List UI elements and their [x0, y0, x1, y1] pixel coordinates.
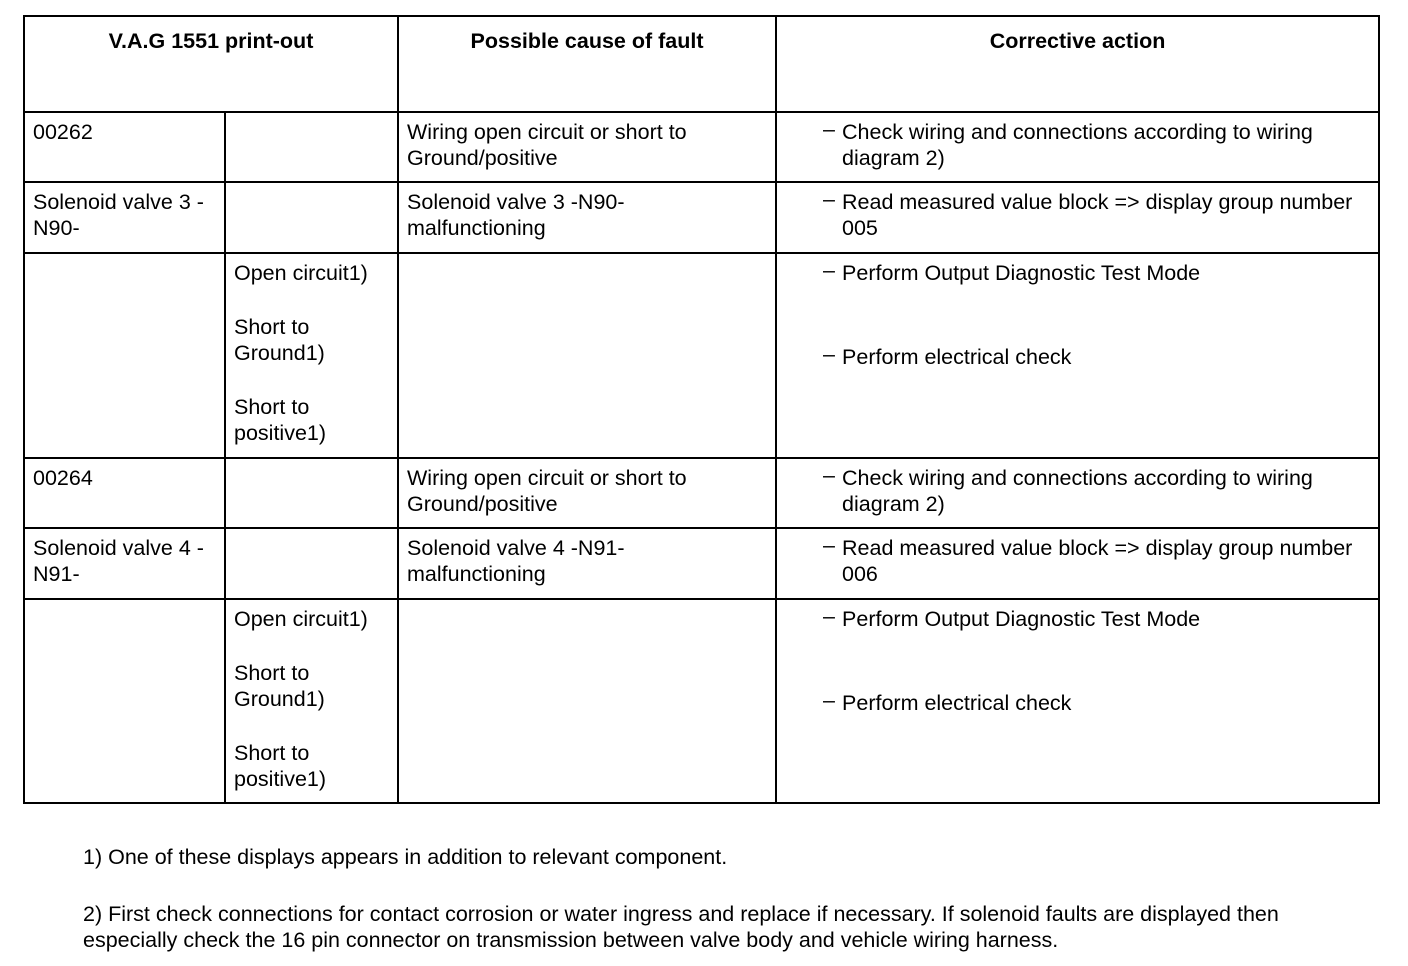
fault-type-open-circuit: Open circuit1) — [234, 607, 368, 631]
table-row — [24, 253, 1379, 458]
cause-cell: Wiring open circuit or short to Ground/positive — [398, 458, 776, 528]
table-row — [24, 528, 1379, 599]
fault-code-cell: Solenoid valve 4 -N91- — [24, 528, 225, 599]
action-item: – Perform electrical check — [842, 344, 1370, 370]
action-cell — [776, 182, 1379, 253]
fault-type-short-positive: Short to positive1) — [234, 741, 327, 791]
fault-sub-cell — [225, 253, 398, 458]
fault-type-short-ground: Short to Ground1) — [234, 315, 325, 365]
action-item: – Perform Output Diagnostic Test Mode — [842, 606, 1370, 632]
action-item: – Read measured value block => display group number 006 — [842, 535, 1370, 587]
action-list — [785, 119, 1370, 171]
fault-code-cell: 00264 — [24, 458, 225, 528]
cause-cell: Solenoid valve 4 -N91- malfunctioning — [398, 528, 776, 599]
fault-sub-cell — [225, 528, 398, 599]
action-item: – Read measured value block => display group number 005 — [842, 189, 1370, 241]
fault-code-cell: 00262 — [24, 112, 225, 182]
cause-cell: Wiring open circuit or short to Ground/positive — [398, 112, 776, 182]
action-cell — [776, 253, 1379, 458]
footnote-2: 2) First check connections for contact corrosion or water ingress and replace if necessary. If solenoid faults are displayed then especially check the 16 pin connector on transmission between valve body and vehicle wiring harness. — [83, 902, 1279, 952]
action-cell — [776, 458, 1379, 528]
footnote-1: 1) One of these displays appears in addition to relevant component. — [83, 845, 728, 869]
table-row — [24, 599, 1379, 803]
action-item: – Perform Output Diagnostic Test Mode — [842, 260, 1370, 286]
header-cause: Possible cause of fault — [398, 16, 776, 112]
header-printout: V.A.G 1551 print-out — [24, 16, 398, 112]
action-cell — [776, 528, 1379, 599]
fault-sub-cell — [225, 112, 398, 182]
table-row — [24, 182, 1379, 253]
action-list — [785, 465, 1370, 517]
fault-code-cell — [24, 599, 225, 803]
fault-sub-cell — [225, 458, 398, 528]
action-item: – Perform electrical check — [842, 690, 1370, 716]
action-cell — [776, 112, 1379, 182]
action-list — [785, 535, 1370, 587]
fault-code-cell — [24, 253, 225, 458]
fault-table — [23, 15, 1380, 804]
action-item: – Check wiring and connections according to wiring diagram 2) — [842, 119, 1370, 171]
fault-code-cell: Solenoid valve 3 -N90- — [24, 182, 225, 253]
cause-cell — [398, 253, 776, 458]
action-item: – Check wiring and connections according to wiring diagram 2) — [842, 465, 1370, 517]
fault-type-open-circuit: Open circuit1) — [234, 261, 368, 285]
header-action: Corrective action — [776, 16, 1379, 112]
action-list — [785, 189, 1370, 241]
fault-type-short-ground: Short to Ground1) — [234, 661, 325, 711]
table-row — [24, 458, 1379, 528]
cause-cell: Solenoid valve 3 -N90- malfunctioning — [398, 182, 776, 253]
action-list — [785, 606, 1370, 716]
cause-cell — [398, 599, 776, 803]
fault-sub-cell — [225, 182, 398, 253]
action-cell — [776, 599, 1379, 803]
fault-type-short-positive: Short to positive1) — [234, 395, 327, 445]
header-row — [24, 16, 1379, 112]
action-list — [785, 260, 1370, 370]
table-row — [24, 112, 1379, 182]
fault-sub-cell — [225, 599, 398, 803]
